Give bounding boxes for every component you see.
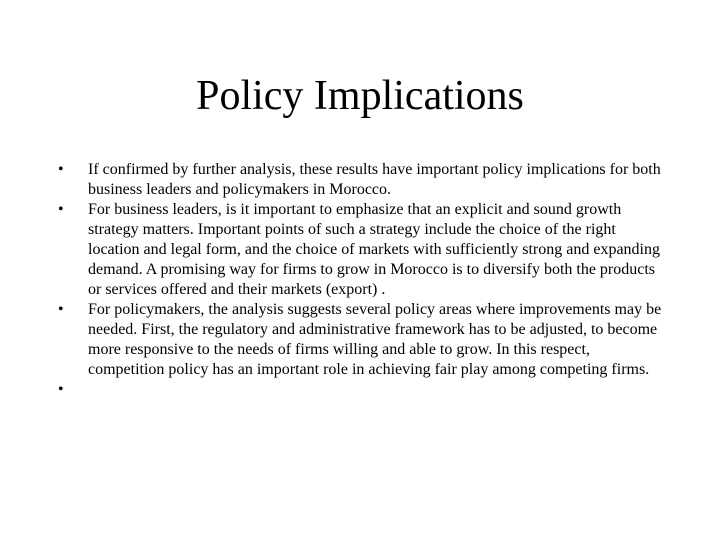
bullet-marker: • (58, 201, 64, 218)
bullet-marker: • (58, 381, 64, 398)
bullet-marker: • (58, 301, 64, 318)
bullet-item-3 (56, 300, 666, 380)
bullet-marker: • (58, 161, 64, 178)
slide-title: Policy Implications (196, 73, 524, 119)
bullet-text: For policymakers, the analysis suggests several policy areas where improvements may be needed. First, the regulatory and administrative framework has to be adjusted, to become more responsive to the needs of firms willing and able to grow. In this respect, competition policy has an important role in achieving fair play among competing firms. (88, 301, 662, 378)
bullet-item-1 (56, 160, 666, 200)
bullet-item-4 (56, 380, 666, 400)
bullet-text: For business leaders, is it important to emphasize that an explicit and sound growth strategy matters. Important points of such a strategy include the choice of the right location and legal form, and the choice of markets with sufficiently strong and expanding demand. A promising way for firms to grow in Morocco is to diversify both the products or services offered and their markets (export) . (88, 201, 660, 298)
bullet-item-2 (56, 200, 666, 300)
bullet-text (88, 380, 666, 400)
bullet-list (56, 160, 666, 400)
bullet-text: If confirmed by further analysis, these results have important policy implications for both business leaders and policymakers in Morocco. (88, 161, 661, 198)
